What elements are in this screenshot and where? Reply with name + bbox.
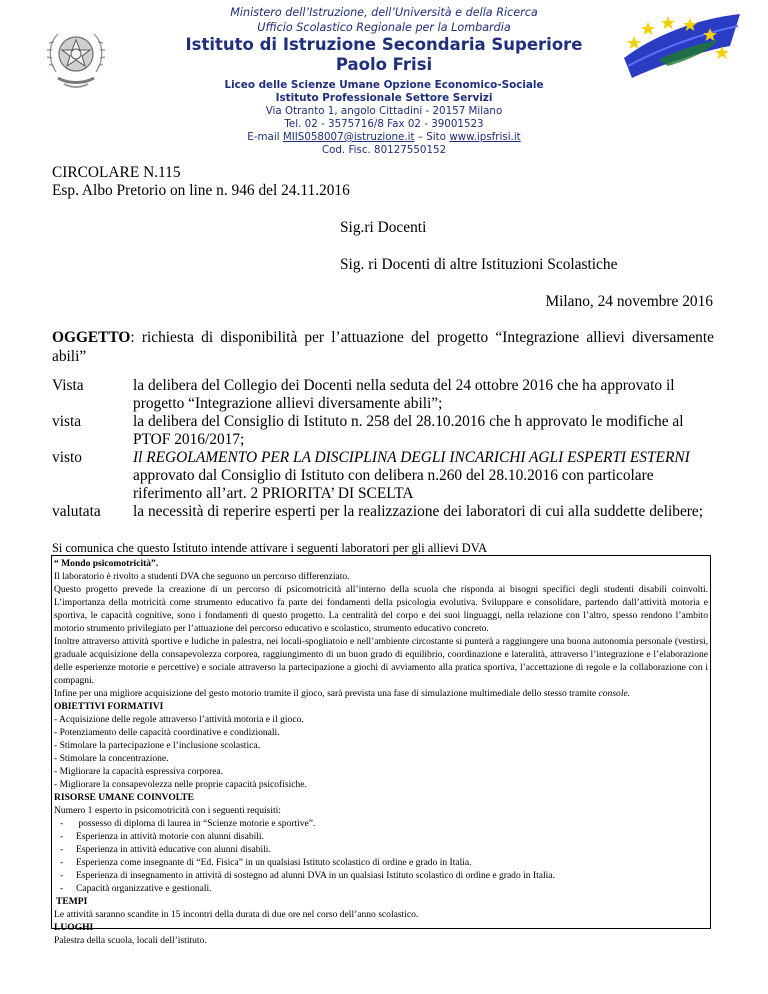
places-text: Palestra della scuola, locali dell’istituto. xyxy=(54,935,207,947)
laboratory-paragraph: Questo progetto prevede la creazione di un percorso di psicomotricità all’interno della scuola che risponda ai bisogni specifici degli studenti disabili coinvolti. L’importanza della motricità come strumento educativo fa parte dei fondamenti della psicologia evolutiva. Sviluppare e consolidare, partendo dall’attività motoria e sportiva, le capacità cognitive, sono i fondamenti di questo progetto. La centralità del corpo e dei suoi linguaggi, nella relazione con l’altro, spesso rendono l’ambito motorio strumento privilegiato per l’attuazione del percorso educativo e scolastico, strumento educativo concreto. xyxy=(54,584,708,635)
laboratory-title: “ Mondo psicomotricità”. xyxy=(54,558,159,569)
ministry-line: Ministero dell’Istruzione, dell’Università e della Ricerca xyxy=(230,6,538,19)
laboratory-paragraph: Il laboratorio è rivolto a studenti DVA che seguono un percorso differenziato. xyxy=(54,571,350,583)
premise-label: visto xyxy=(52,449,82,466)
albo-pretorio-line: Esp. Albo Pretorio on line n. 946 del 24.11.2016 xyxy=(52,182,350,199)
requirement-item: - Esperienza in attività educative con alunni disabili. xyxy=(60,844,271,856)
professional-line: Istituto Professionale Settore Servizi xyxy=(275,92,493,104)
email-link[interactable]: MIIS058007@istruzione.it xyxy=(282,131,415,143)
objectives-heading: OBIETTIVI FORMATIVI xyxy=(54,701,164,713)
recipient-external-teachers: Sig. ri Docenti di altre Istituzioni Scolastiche xyxy=(340,256,618,273)
objective-item: - Stimolare la concentrazione. xyxy=(54,753,169,765)
premise-text: la delibera del Collegio dei Docenti nella seduta del 24 ottobre 2016 che ha approvato il progetto “Integrazione allievi diversamente abili”; xyxy=(133,377,675,412)
italian-republic-emblem xyxy=(42,22,110,94)
liceo-line: Liceo delle Scienze Umane Opzione Economico-Sociale xyxy=(224,79,544,91)
premise-label: vista xyxy=(52,413,82,430)
laboratory-box xyxy=(51,555,711,947)
institute-name: Istituto di Istruzione Secondaria Superiore xyxy=(185,35,583,54)
laboratory-paragraph-text: Infine per una migliore acquisizione del gesto motorio tramite il gioco, sarà prevista una fase di simulazione multimediale dello stesso tramite xyxy=(54,688,599,700)
premise-label: Vista xyxy=(52,377,84,394)
letterhead xyxy=(160,5,608,157)
requirement-item: - Esperienza di insegnamento in attività di sostegno ad alunni DVA in un qualsiasi Istituto scolastico di ordine e grado in Italia. xyxy=(60,870,555,882)
requirement-item: - Esperienza come insegnante di “Ed. Fisica” in un qualsiasi Istituto scolastico di ordine e grado in Italia. xyxy=(60,857,472,869)
objective-item: - Migliorare la capacità espressiva corporea. xyxy=(54,766,224,778)
premise-text: la necessità di reperire esperti per la realizzazione dei laboratori di cui alla suddette delibere; xyxy=(133,503,704,520)
fiscal-code-line: Cod. Fisc. 80127550152 xyxy=(321,144,447,156)
contact-line xyxy=(160,131,608,144)
premise-label: valutata xyxy=(52,503,101,520)
objective-item: - Migliorare la consapevolezza nelle proprie capacità psicofisiche. xyxy=(54,779,307,791)
site-label: – Sito xyxy=(414,131,450,143)
recipient-teachers: Sig.ri Docenti xyxy=(340,219,427,236)
circolare-number: CIRCOLARE N.115 xyxy=(52,164,181,181)
requirement-text: Esperienza di insegnamento in attività di sostegno ad alunni DVA in un qualsiasi Istituto scolastico di ordine e grado in Italia. xyxy=(76,870,555,882)
console-word: console. xyxy=(598,688,631,700)
requirement-item: - Esperienza in attività motorie con alunni disabili. xyxy=(60,831,264,843)
requirement-text: possesso di diploma di laurea in “Scienze motorie e sportive”. xyxy=(76,818,316,830)
phone-line: Tel. 02 - 3575716/8 Fax 02 - 39001523 xyxy=(284,118,484,130)
laboratory-paragraph: Inoltre attraverso attività sportive e ludiche in palestra, nei locali-spogliatoio e nell’ambiente circostante si punterà a raggiungere una buona autonomia personale (vestirsi, graduale acquisizione della consapevolezza corporea, raggiungimento di un buon grado di equilibrio, coordinazione e lateralità, attraverso l’integrazione e l’elaborazione delle esperienze motorie e percettive) e sociale attraverso la partecipazione a giochi di avviamento alla pratica sportiva, l’accettazione di regole e la collaborazione con i compagni. xyxy=(54,636,708,687)
europe-stars-logo xyxy=(618,10,743,80)
requirement-text: Esperienza come insegnante di “Ed. Fisica” in un qualsiasi Istituto scolastico di ordine e grado in Italia. xyxy=(76,857,472,869)
requirement-text: Esperienza in attività motorie con alunni disabili. xyxy=(76,831,264,843)
office-line: Ufficio Scolastico Regionale per la Lombardia xyxy=(257,21,511,34)
regulation-title: Il REGOLAMENTO PER LA DISCIPLINA DEGLI INCARICHI AGLI ESPERTI ESTERNI xyxy=(133,449,690,466)
requirement-item: - Capacità organizzative e gestionali. xyxy=(60,883,212,895)
intro-line: Si comunica che questo Istituto intende attivare i seguenti laboratori per gli allievi DVA xyxy=(52,541,488,555)
laboratory-paragraph xyxy=(54,687,708,700)
requirement-text: Esperienza in attività educative con alunni disabili. xyxy=(76,844,271,856)
objective-item: - Acquisizione delle regole attraverso l’attività motoria e il gioco. xyxy=(54,714,304,726)
date-line: Milano, 24 novembre 2016 xyxy=(545,293,713,310)
premise-text: la delibera del Consiglio di Istituto n. 258 del 28.10.2016 che h approvato le modifiche al PTOF 2016/2017; xyxy=(133,413,684,448)
objective-item: - Potenziamento delle capacità coordinative e condizionali. xyxy=(54,727,280,739)
objective-item: - Stimolare la partecipazione e l’inclusione scolastica. xyxy=(54,740,260,752)
subject xyxy=(52,329,714,366)
times-text: Le attività saranno scandite in 15 incontri della durata di due ore nel corso dell’anno scolastico. xyxy=(54,909,419,921)
subject-label: OGGETTO xyxy=(52,329,131,346)
requirement-item: - possesso di diploma di laurea in “Scienze motorie e sportive”. xyxy=(60,818,316,830)
regulation-text: approvato dal Consiglio di Istituto con delibera n.260 del 28.10.2016 con particolare riferimento all’art. 2 PRIORITA’ DI SCELTA xyxy=(133,466,654,502)
places-heading: LUOGHI xyxy=(54,922,94,934)
resources-heading: RISORSE UMANE COINVOLTE xyxy=(54,792,195,804)
email-label: E-mail xyxy=(247,131,283,143)
website-link[interactable]: www.ipsfrisi.it xyxy=(449,131,521,143)
times-heading: TEMPI xyxy=(56,896,88,908)
subject-text: : richiesta di disponibilità per l’attuazione del progetto “Integrazione allievi diversamente abili” xyxy=(52,329,714,365)
school-name: Paolo Frisi xyxy=(335,55,433,74)
premise-text xyxy=(133,449,723,502)
address-line: Via Otranto 1, angolo Cittadini - 20157 Milano xyxy=(265,105,503,117)
requirement-text: Capacità organizzative e gestionali. xyxy=(76,883,212,895)
resources-intro: Numero 1 esperto in psicomotricità con i seguenti requisiti: xyxy=(54,805,281,817)
